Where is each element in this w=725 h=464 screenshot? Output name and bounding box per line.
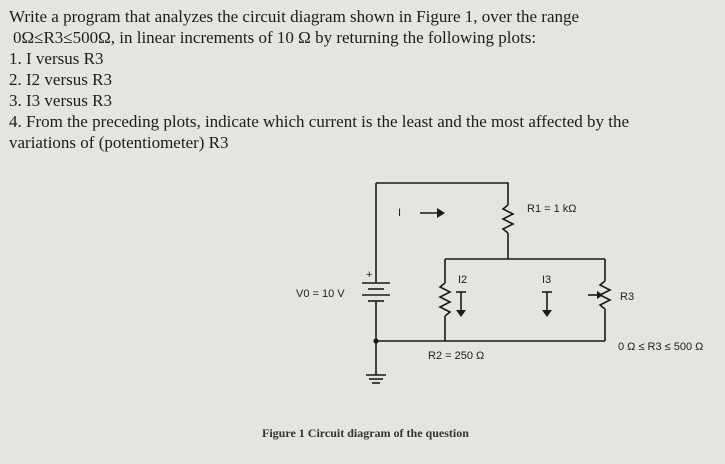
r1-resistor [503,205,513,233]
list-item: 4. From the preceding plots, indicate which current is the least and the most affected by the [9,112,630,131]
list-item: 1. I versus R3 [9,49,104,68]
problem-line-2: 0Ω≤R3≤500Ω, in linear increments of 10 Ω by returning the following plots: [13,28,537,47]
current-i3-arrow [542,310,552,317]
label-source: V0 = 10 V [296,288,345,300]
current-i-arrow [437,208,445,218]
label-r1: R1 = 1 kΩ [527,203,577,215]
list-item-continuation: variations of (potentiometer) R3 [9,133,229,152]
label-plus: + [366,269,373,281]
label-r3-range: 0 Ω ≤ R3 ≤ 500 Ω [618,341,704,353]
list-item: 3. I3 versus R3 [9,91,112,110]
label-r3: R3 [620,291,635,303]
figure-caption: Figure 1 Circuit diagram of the question [262,426,469,440]
r2-resistor [440,283,450,316]
current-i2-arrow [456,310,466,317]
problem-line-1: Write a program that analyzes the circuit diagram shown in Figure 1, over the range [9,7,580,26]
label-current-i: I [398,207,402,219]
label-i3: I3 [542,274,552,286]
label-r2: R2 = 250 Ω [428,350,485,362]
list-item: 2. I2 versus R3 [9,70,112,89]
label-i2: I2 [458,274,468,286]
junction-dot [373,338,378,343]
